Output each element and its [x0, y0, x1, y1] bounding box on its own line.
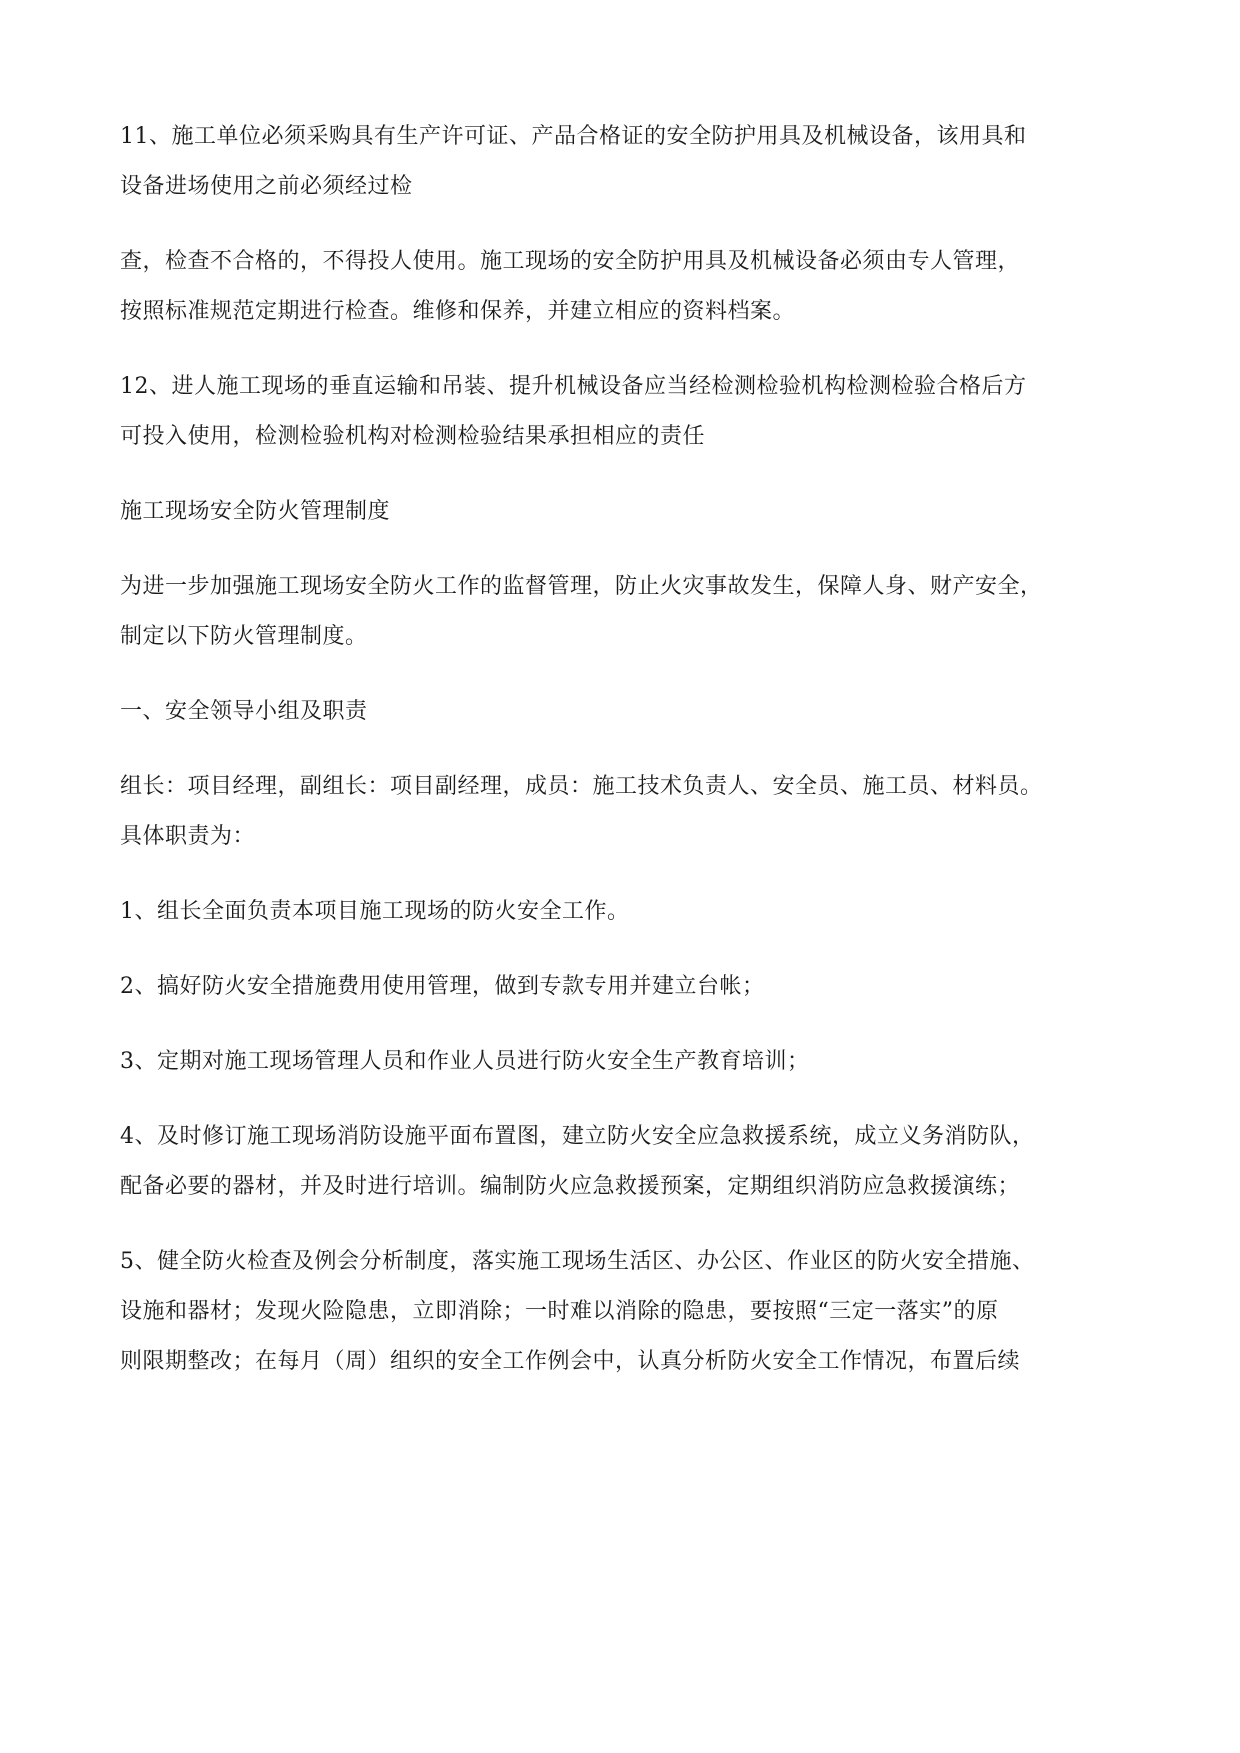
- text-line: 可投入使用，检测检验机构对检测检验结果承担相应的责任: [120, 424, 706, 449]
- paragraph-duty-4: [120, 1112, 1130, 1212]
- text-line: 制定以下防火管理制度。: [120, 624, 368, 649]
- text-line: 3、定期对施工现场管理人员和作业人员进行防火安全生产教育培训；: [120, 1049, 810, 1074]
- paragraph-item-11-continued: [120, 237, 1130, 337]
- text-line: 1、组长全面负责本项目施工现场的防火安全工作。: [120, 899, 630, 924]
- text-line: 设施和器材；发现火险隐患，立即消除；一时难以消除的隐患，要按照“三定一落实”的原: [120, 1299, 999, 1324]
- text-line: 4、及时修订施工现场消防设施平面布置图，建立防火安全应急救援系统，成立义务消防队，: [120, 1124, 1035, 1149]
- text-line: 配备必要的器材，并及时进行培训。编制防火应急救援预案，定期组织消防应急救援演练；: [120, 1174, 1021, 1199]
- subsection-heading: [120, 687, 1130, 737]
- text-line: 则限期整改；在每月（周）组织的安全工作例会中，认真分析防火安全工作情况，布置后续: [120, 1349, 1021, 1374]
- text-line: 按照标准规范定期进行检查。维修和保养，并建立相应的资料档案。: [120, 299, 796, 324]
- text-line: 11、施工单位必须采购具有生产许可证、产品合格证的安全防护用具及机械设备，该用具和: [120, 124, 1027, 149]
- paragraph-duty-3: [120, 1037, 1130, 1087]
- heading-line: 一、安全领导小组及职责: [120, 699, 368, 724]
- text-line: 12、进人施工现场的垂直运输和吊装、提升机械设备应当经检测检验机构检测检验合格后方: [120, 374, 1027, 399]
- paragraph-members: [120, 762, 1130, 862]
- paragraph-duty-5: [120, 1237, 1130, 1387]
- paragraph-intro: [120, 562, 1130, 662]
- text-line: 组长：项目经理，副组长：项目副经理，成员：施工技术负责人、安全员、施工员、材料员。: [120, 774, 1043, 799]
- paragraph-item-11: [120, 112, 1130, 212]
- paragraph-item-12: [120, 362, 1130, 462]
- text-line: 2、搞好防火安全措施费用使用管理，做到专款专用并建立台帐；: [120, 974, 765, 999]
- section-heading: [120, 487, 1130, 537]
- heading-line: 施工现场安全防火管理制度: [120, 499, 391, 524]
- text-line: 为进一步加强施工现场安全防火工作的监督管理，防止火灾事故发生，保障人身、财产安全，: [120, 574, 1043, 599]
- paragraph-duty-1: [120, 887, 1130, 937]
- text-line: 5、健全防火检查及例会分析制度，落实施工现场生活区、办公区、作业区的防火安全措施、: [120, 1249, 1035, 1274]
- text-line: 具体职责为：: [120, 824, 256, 849]
- text-line: 查，检查不合格的，不得投人使用。施工现场的安全防护用具及机械设备必须由专人管理，: [120, 249, 1021, 274]
- paragraph-duty-2: [120, 962, 1130, 1012]
- text-line: 设备进场使用之前必须经过检: [120, 174, 413, 199]
